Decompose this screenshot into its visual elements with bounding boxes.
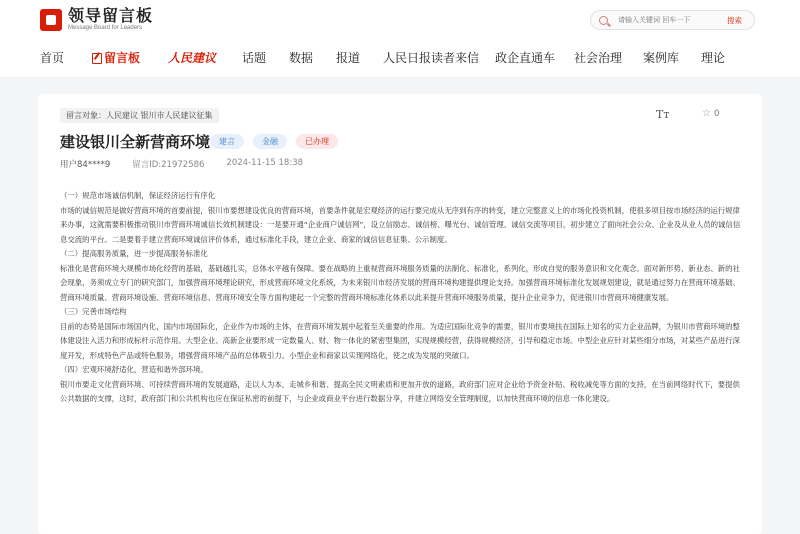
message-title: 建设银川全新营商环境: [60, 133, 211, 151]
paragraph: 标准化是营商环境大规模市场化经营的基础，基础越扎实，总体水平越有保障。要在战略的上重视营商环境服务质量的法制化、标准化，系列化，形成自觉的服务意识和文化观念。面对新形势、新业态、新的社会现象，务须成立专门的研究部门，加强营商环境理论研究，形成营商环境文化系统，为未来银川市经济发展的营商环境构建提供理论支持。加强营商环境标准化发展规划建设，就是通过努力在营商环境基础、营商环境质量、营商环境设施、营商环境信息、营商环境安全等方面构建起一个完整的营商环境标准化体系以此来提升营商环境服务质量，提升企业竞争力，促进银川市营商环境健康发展。: [60, 263, 740, 302]
section-heading: （三）完善市场结构: [60, 307, 127, 316]
nav-item-home[interactable]: 首页: [40, 51, 65, 65]
main-nav: [0, 38, 800, 78]
logo-title: 领导留言板: [68, 6, 154, 25]
favorite-count: 0: [713, 108, 720, 119]
message-body: [60, 189, 744, 407]
nav-item-reports[interactable]: 报道: [336, 51, 361, 65]
nav-item-gov-business[interactable]: 政企直通车: [495, 51, 556, 65]
favorite-button[interactable]: [702, 108, 719, 119]
message-date: 2024-11-15 18:38: [226, 158, 304, 168]
message-target: 留言对象：人民建议 银川市人民建议征集: [60, 108, 219, 123]
font-size-icon[interactable]: Tт: [656, 108, 670, 121]
status-badge: 已办理: [296, 134, 338, 149]
paragraph: 银川市要走文化营商环境、可持续营商环境的发展道路，走以人为本，走城乡和谐、提高全民文明素质和更加开放的道路，政府部门应对企业给予资金补贴、税收减免等方面的支持，在当前网络时代下，要提供公共数据的支撑，这时，政府部门和公共机构也应在保证私密的前提下，与企业或商业平台进行数据分享，并建立网络安全管理制度，以加快营商环境的信息一体化建设。: [60, 379, 740, 403]
logo-subtitle: Message Board for Leaders: [68, 25, 143, 31]
message-id: 留言ID:21972586: [132, 160, 205, 170]
nav-item-topics[interactable]: 话题: [242, 51, 267, 65]
search-box: [590, 10, 755, 30]
paragraph: 目前的态势是国际市场国内化，国内市场国际化，企业作为市场的主体，在营商环境发展中起着至关重要的作用。为适应国际化竞争的需要，银川市要境扶在国际上知名的实力企业品牌，为银川市营商环境的整体建设注入活力和形成标杆示范作用。大型企业、高新企业要形成一定数量人、财、物一体化的紧密型集团，实现规模经营，获得规模经济，引导和稳定市场。中型企业应针对某些细分市场，对某些产品进行深度开发，形成特色产品或特色服务，增强营商环境产品的总体吸引力。小型企业和商家以实现网络化，使之成为发展的突破口。: [60, 321, 740, 360]
nav-item-readers-letters[interactable]: 人民日报读者来信: [383, 51, 480, 65]
tag-list: [210, 134, 347, 149]
search-icon: [599, 16, 608, 25]
nav-item-social-governance[interactable]: 社会治理: [574, 51, 623, 65]
top-header: [0, 0, 800, 38]
tag-suggestion[interactable]: 建言: [210, 134, 244, 149]
message-meta: [60, 158, 325, 170]
message-card: [38, 94, 762, 534]
logo-mark-icon: [40, 9, 62, 31]
site-logo[interactable]: [40, 8, 153, 32]
nav-item-theory[interactable]: 理论: [701, 51, 726, 65]
section-heading: （一）规范市场诚信机制，保证经济运行有序化: [60, 191, 216, 200]
search-input[interactable]: [618, 16, 723, 24]
section-heading: （二）提高服务质量，进一步提高服务标准化: [60, 249, 208, 258]
nav-item-data[interactable]: 数据: [289, 51, 314, 65]
nav-item-message-board[interactable]: 留言板: [92, 49, 140, 66]
search-button[interactable]: 搜索: [727, 15, 742, 25]
paragraph: 市场的诚信规范是做好营商环境的首要前提，银川市要想建设优良的营商环境，首要条件就是宏观经济的运行要完成从无序到有序的转变，建立完整意义上的市场化投资机制，使很多项目按市场经济的运行规律来办事，这就需要积极推动银川市营商环境诚信长效机制建设：一是要开通“企业商户诚信网”，设立信励志、诚信榜、曝光台、诚信管理、诚信交流等项目，初步建立了面向社会公众、企业及从业人员的诚信信息交流的平台。二是要着手建立营商环境诚信评价体系，通过标准化手段，建立企业、商家的诚信信息征集、公示制度。: [60, 205, 741, 244]
section-heading: （四）宏观环境舒适化，营造和谐外部环境。: [60, 365, 208, 374]
tag-finance[interactable]: 金融: [253, 134, 287, 149]
author-name: 用户84****9: [60, 160, 111, 170]
pen-icon: [92, 52, 102, 63]
nav-item-people-suggestions[interactable]: 人民建议: [168, 51, 217, 65]
nav-item-case-library[interactable]: 案例库: [643, 51, 680, 65]
star-icon: ☆: [702, 108, 711, 119]
